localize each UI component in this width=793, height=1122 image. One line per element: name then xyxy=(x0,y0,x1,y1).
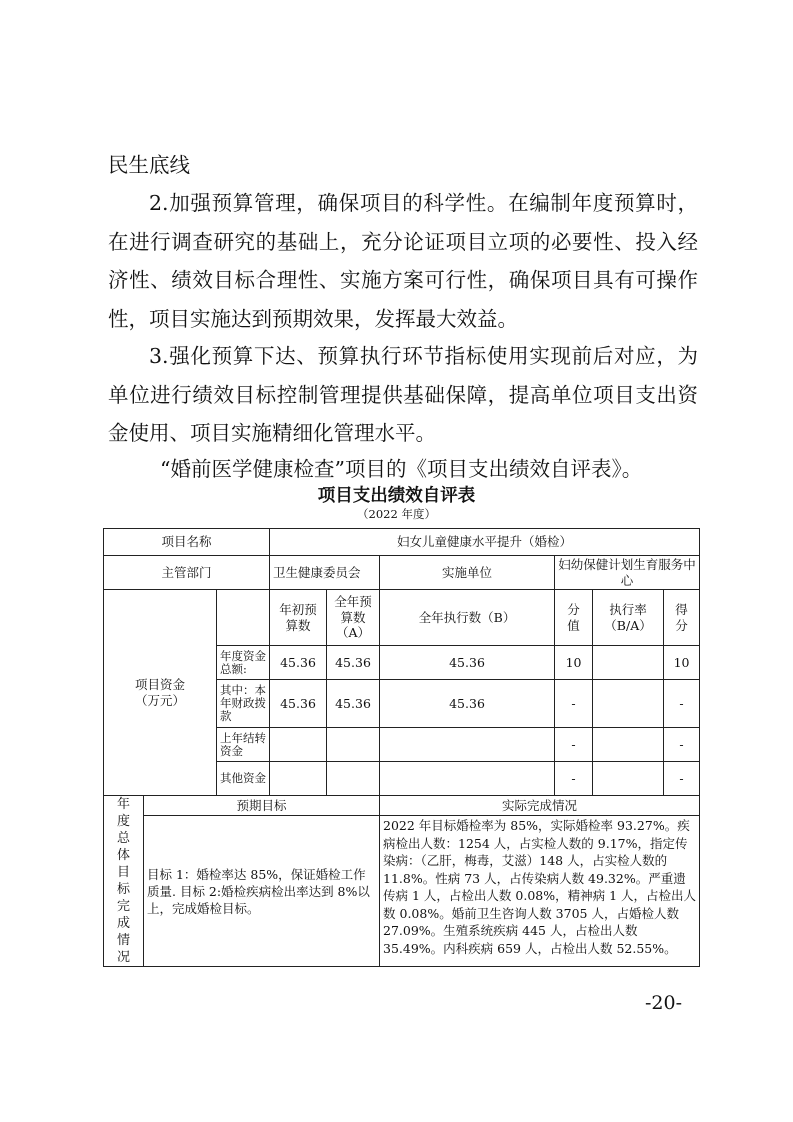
dept-value: 卫生健康委员会 xyxy=(270,556,380,590)
fund-rate xyxy=(593,728,664,762)
evaluation-table xyxy=(103,528,700,967)
fund-label: 项目资金（万元） xyxy=(104,590,217,796)
paragraph-1: 民生底线 xyxy=(108,153,190,177)
fund-rate xyxy=(593,646,664,680)
paragraph-3: 3.强化预算下达、预算执行环节指标使用实现前后对应，为单位进行绩效目标控制管理提供基础保障，提高单位项目支出资金使用、项目实施精细化管理水平。 xyxy=(108,344,698,445)
fund-score: 10 xyxy=(664,646,700,680)
fund-executed: 45.36 xyxy=(380,680,555,728)
fund-executed: 45.36 xyxy=(380,646,555,680)
paragraph-2: 2.加强预算管理，确保项目的科学性。在编制年度预算时，在进行调查研究的基础上，充分论证项目立项的必要性、投入经济性、绩效目标合理性、实施方案可行性，确保项目具有可操作性，项目实施达到预期效果，发挥最大效益。 xyxy=(108,191,698,331)
page-number: -20- xyxy=(645,992,683,1014)
fund-rate xyxy=(593,680,664,728)
header-score-value: 分值 xyxy=(555,590,593,646)
fund-full-year: 45.36 xyxy=(327,680,380,728)
fund-score: - xyxy=(664,728,700,762)
project-name-label: 项目名称 xyxy=(104,529,270,556)
project-name-value: 妇女儿童健康水平提升（婚检） xyxy=(270,529,700,556)
expected-text: 目标 1：婚检率达 85%，保证婚检工作质量. 目标 2:婚检疾病检出率达到 8%以上，完成婚检目标。 xyxy=(144,816,380,967)
unit-label: 实施单位 xyxy=(380,556,555,590)
fund-full-year xyxy=(327,762,380,796)
dept-label: 主管部门 xyxy=(104,556,270,590)
fund-score-value: 10 xyxy=(555,646,593,680)
fund-score: - xyxy=(664,762,700,796)
expected-header: 预期目标 xyxy=(144,796,380,816)
paragraph-4: “婚前医学健康检查”项目的《项目支出绩效自评表》。 xyxy=(160,457,643,481)
fund-score-value: - xyxy=(555,728,593,762)
header-initial: 年初预算数 xyxy=(270,590,327,646)
fund-initial: 45.36 xyxy=(270,680,327,728)
fund-score-value: - xyxy=(555,680,593,728)
fund-row-label: 其他资金 xyxy=(217,762,270,796)
fund-initial xyxy=(270,728,327,762)
fund-executed xyxy=(380,728,555,762)
fund-row-label: 上年结转资金 xyxy=(217,728,270,762)
fund-initial xyxy=(270,762,327,796)
fund-full-year xyxy=(327,728,380,762)
fund-header-blank xyxy=(217,590,270,646)
fund-executed xyxy=(380,762,555,796)
table-title: 项目支出绩效自评表 xyxy=(317,486,476,506)
fund-score-value: - xyxy=(555,762,593,796)
goal-label: 年度总体目标完成情况 xyxy=(104,796,144,967)
fund-row-label: 年度资金总额: xyxy=(217,646,270,680)
header-full-year: 全年预算数（A） xyxy=(327,590,380,646)
actual-header: 实际完成情况 xyxy=(380,796,700,816)
header-executed: 全年执行数（B） xyxy=(380,590,555,646)
fund-rate xyxy=(593,762,664,796)
fund-row-label: 其中：本年财政拨款 xyxy=(217,680,270,728)
table-year: （2022 年度） xyxy=(357,507,436,521)
fund-initial: 45.36 xyxy=(270,646,327,680)
fund-score: - xyxy=(664,680,700,728)
header-rate: 执行率（B/A） xyxy=(593,590,664,646)
actual-text: 2022 年目标婚检率为 85%，实际婚检率 93.27%。疾病检出人数：1254 人，占实检人数的 9.17%，指定传染病：（乙肝，梅毒，艾滋）148 人，占实检人数的 11.8%。性病 73 人，占传染病人数 49.32%。严重遗传病 1 人，占检出人数 0.08%，精神病 1 人，占检出人数 0.08%。婚前卫生咨询人数 3705 人，占婚检人数 27.09%。生殖系统疾病 445 人，占检出人数 35.49%。内科疾病 659 人，占检出人数 52.55%。 xyxy=(380,816,700,967)
fund-full-year: 45.36 xyxy=(327,646,380,680)
header-score: 得分 xyxy=(664,590,700,646)
unit-value: 妇幼保健计划生育服务中心 xyxy=(555,556,700,590)
